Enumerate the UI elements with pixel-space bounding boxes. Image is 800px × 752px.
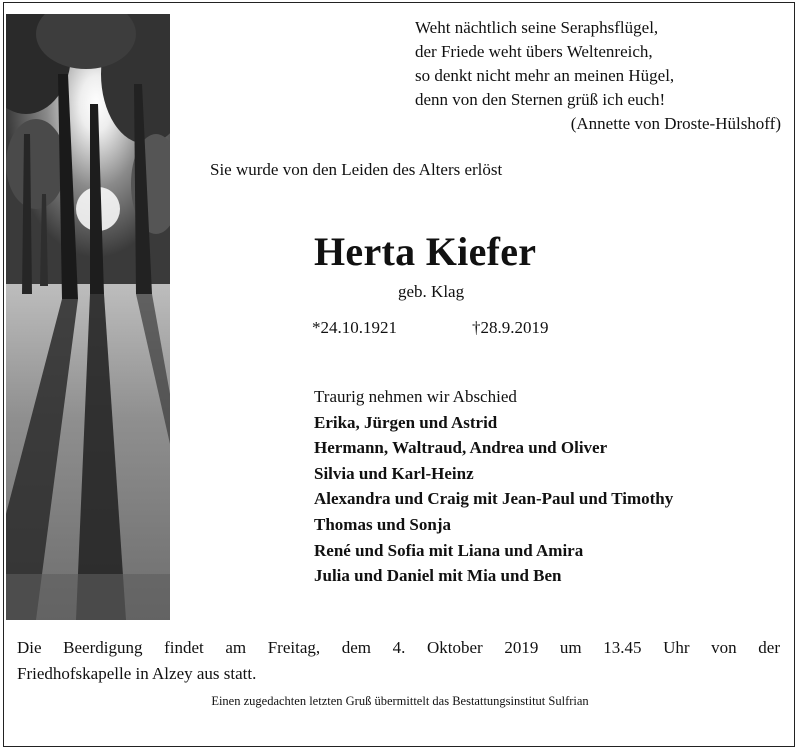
death-date: †28.9.2019 [472,318,549,337]
deceased-name: Herta Kiefer [314,229,537,274]
mourner-family: Julia und Daniel mit Mia und Ben [314,566,562,586]
poem-block [415,16,781,136]
mourner-family: Hermann, Waltraud, Andrea und Oliver [314,438,608,458]
birth-date: *24.10.1921 [312,318,397,337]
poem-line: der Friede weht übers Weltenreich, [415,42,653,61]
funeral-line: Friedhofskapelle in Alzey aus statt. [17,664,257,683]
mourners-list [314,384,673,589]
mourner-family: Thomas und Sonja [314,514,452,534]
mourner-family: Alexandra und Craig mit Jean-Paul und Timothy [314,489,674,509]
funeral-line: Die Beerdigung findet am Freitag, dem 4. Oktober 2019 um 13.45 Uhr von der [17,638,780,657]
mourner-family: René und Sofia mit Liana und Amira [314,540,584,560]
poem-author: (Annette von Droste-Hülshoff) [570,114,781,133]
mourner-family: Erika, Jürgen und Astrid [314,412,498,432]
undertaker-note: Einen zugedachten letzten Gruß übermittelt das Bestattungsinstitut Sulfrian [211,694,589,708]
poem-line: denn von den Sternen grüß ich euch! [415,90,666,109]
poem-line: so denkt nicht mehr an meinen Hügel, [415,66,675,85]
mourning-intro: Traurig nehmen wir Abschied [314,387,517,406]
released-text: Sie wurde von den Leiden des Alters erlöst [210,160,503,179]
mourner-family: Silvia und Karl-Heinz [314,463,474,483]
poem-line: Weht nächtlich seine Seraphsflügel, [415,18,659,37]
birth-name: geb. Klag [398,282,465,301]
funeral-notice [17,635,780,687]
park-trees-photo [6,14,170,620]
